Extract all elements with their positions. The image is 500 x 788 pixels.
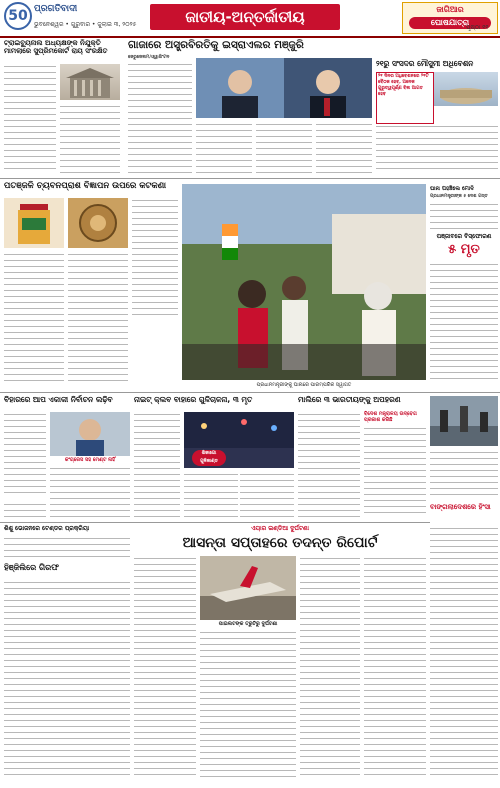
right-col-label: ପଞ୍ଜାବରେ ବିସ୍ଫୋରଣ (436, 233, 492, 240)
right-col-text (430, 262, 498, 382)
gaza-text-col1 (128, 62, 192, 174)
patanjali-text-col2 (4, 252, 64, 382)
row-divider-3 (0, 522, 430, 523)
emblem-icon (68, 198, 128, 248)
supreme-court-photo (60, 64, 120, 100)
nightclub-text-col3 (240, 472, 294, 518)
hostage-text-col1 (298, 412, 360, 518)
parliament-building-icon (434, 72, 498, 106)
bihar-photo-caption: କଂଗ୍ରେସ ସହ ମେଣ୍ଟ ନାହିଁ (64, 457, 116, 463)
anniversary-logo: 50 (4, 2, 32, 30)
parliament-text (376, 124, 498, 174)
nightclub-text-col1 (134, 412, 180, 518)
patanjali-text-col1 (132, 198, 178, 318)
court-building-icon (60, 64, 120, 100)
modi-photo-caption: ପ୍ରଧାନମନ୍ତ୍ରୀଙ୍କୁ ଘାନାରେ ପାରମ୍ପରିକ ସ୍ୱାଗତ (256, 382, 352, 388)
air-india-text-col1 (134, 556, 196, 780)
patanjali-headline: ପତଞ୍ଜଳି ଚ୍ୟବନପ୍ରାଶ ବିଜ୍ଞାପନ ଉପରେ କଟକଣା (4, 181, 167, 191)
bangladesh-text (430, 450, 498, 500)
rath-badge-pill: ଘୋଷଯାତ୍ରା (409, 17, 491, 29)
patanjali-text-col3 (68, 252, 128, 382)
left-lower-text-2 (4, 580, 130, 780)
welcome-crowd-image (182, 184, 426, 380)
right-lower-text (430, 526, 498, 780)
left-lower-headline: ଶିଶୁ ଭୋଜନରେ ଟେଣ୍ଡର ପ୍ରକ୍ରିୟା (4, 525, 90, 532)
nightclub-headline: ନାଇଟ୍‌ କ୍ଲବ ବାହାରେ ଗୁଳିଚାଳନା, ୩ ମୃତ (134, 395, 253, 404)
nightclub-inset-top: ଶିକାଗୋ (201, 451, 217, 456)
newspaper-name: ପ୍ରଗତିବାଦୀ (34, 4, 78, 14)
ghana-subhead: ପ୍ରଧାନମନ୍ତ୍ରୀଙ୍କ ୫ ଦେଶ ଗସ୍ତ (430, 194, 488, 199)
crash-site-photo (200, 556, 296, 620)
bihar-text-col1 (4, 412, 46, 498)
parliament-callout: ୨୧ ଦିନର ଅଧିବେଶନରେ ୨୧ଟି ବୈଠକ ହେବ, ଅନେକ ଗୁରୁତ୍ୱପୂର୍ଣ୍ଣ ବିଲ ଆଗତ ହେବ (376, 72, 434, 124)
bihar-headline: ବିହାରରେ ଆପ ଏକାକୀ ନିର୍ବାଚନ ଲଢ଼ିବ (4, 395, 113, 404)
parliament-photo (434, 72, 498, 106)
supreme-court-text-2 (60, 104, 120, 174)
death-toll-number: ୫ ମୃତ (448, 242, 480, 257)
ghana-text (430, 202, 498, 232)
hostage-text-col2 (364, 426, 426, 518)
bangladesh-headline: ବାଙ୍ଗଲାଦେଶରେ ହିଂସା (430, 503, 491, 511)
gaza-text-col4 (316, 122, 372, 174)
politician-portrait (50, 412, 130, 456)
section-title: ଜାତୀୟ-ଅନ୍ତର୍ଜାତୀୟ (150, 4, 340, 30)
gaza-headline: ଗାଜାରେ ଅସ୍ତ୍ରବିରତିକୁ ଇସ୍ରାଏଲର ମଞ୍ଜୁରି (128, 39, 304, 51)
nightclub-inset (192, 450, 226, 466)
supreme-court-headline: ଟ୍ରାଇବ୍ୟୁନାଲ ଅଧ୍ୟକ୍ଷଙ୍କ ନିଯୁକ୍ତି ମାମଲାରେ ସୁପ୍ରିମକୋର୍ଟ ରାୟ ସଂରକ୍ଷିତ (4, 39, 108, 55)
bangladesh-photo (430, 396, 498, 446)
kejriwal-photo (50, 412, 130, 456)
masthead (0, 0, 500, 38)
hostage-headline: ମାଲିରେ ୩ ଭାରତୀୟଙ୍କୁ ଅପହରଣ (298, 395, 401, 404)
nightclub-text-col2 (184, 472, 238, 518)
page-number: ପୃଷ୍ଠା ୧୧ (466, 24, 489, 31)
gaza-text-col2 (196, 122, 252, 174)
bihar-text-col3 (4, 502, 46, 518)
two-leaders-image (196, 58, 372, 118)
air-india-kicker: ଏୟାର ଇଣ୍ଡିଆ ଦୁର୍ଘଟଣା (251, 525, 309, 532)
crash-photo-caption: ପାଇଲଟଙ୍କ ତ୍ରୁଟିରୁ ଦୁର୍ଘଟଣା (218, 621, 278, 627)
chyawanprash-jar-icon (4, 198, 64, 248)
air-india-headline: ଆସନ୍ତା ସପ୍ତାହରେ ତଦନ୍ତ ରିପୋର୍ଟ (182, 535, 378, 551)
protest-scene-image (430, 396, 498, 446)
gaza-dateline: ଜେରୁଜେଲମ/ଓ୍ୱାଶିଂଟନ (128, 55, 170, 60)
rath-badge-top: ଜାଗିଆର (436, 5, 464, 14)
issue-dateline: ଭୁବନେଶ୍ୱର • ଗୁରୁବାର • ଜୁଲାଇ ୩, ୨୦୨୫ (34, 21, 137, 28)
left-lower-headline-2: ହିଞ୍ଜିଲିରେ ଗିରଫ (4, 563, 59, 572)
nightclub-inset-bottom: ଗୁଳିକାଣ୍ଡ (200, 459, 218, 464)
air-india-text-col4 (364, 556, 426, 780)
modi-ghana-photo (182, 184, 426, 380)
gaza-text-col3 (256, 122, 312, 174)
supreme-court-text (4, 64, 56, 174)
row-divider-2 (0, 392, 500, 393)
netanyahu-trump-photo (196, 58, 372, 118)
court-emblem-photo (68, 198, 128, 248)
left-lower-text (4, 536, 130, 560)
ghana-headline: ଘାନା ପହଞ୍ଚିଲେ ମୋଦି (430, 186, 474, 192)
air-india-text-col2 (200, 630, 296, 780)
aircraft-wreck-image (200, 556, 296, 620)
row-divider-1 (0, 178, 500, 179)
parliament-headline: ୨୧ରୁ ସଂସଦର ମୌସୁମୀ ଅଧିବେଶନ (376, 59, 474, 68)
bihar-text-col2 (50, 466, 130, 518)
chyawanprash-photo (4, 198, 64, 248)
air-india-text-col3 (300, 556, 360, 780)
hostage-subhead: ବିଦେଶ ମନ୍ତ୍ରାଳୟ ଉଦ୍ବେଗ ପ୍ରକାଶ କରିଛି (364, 411, 417, 423)
